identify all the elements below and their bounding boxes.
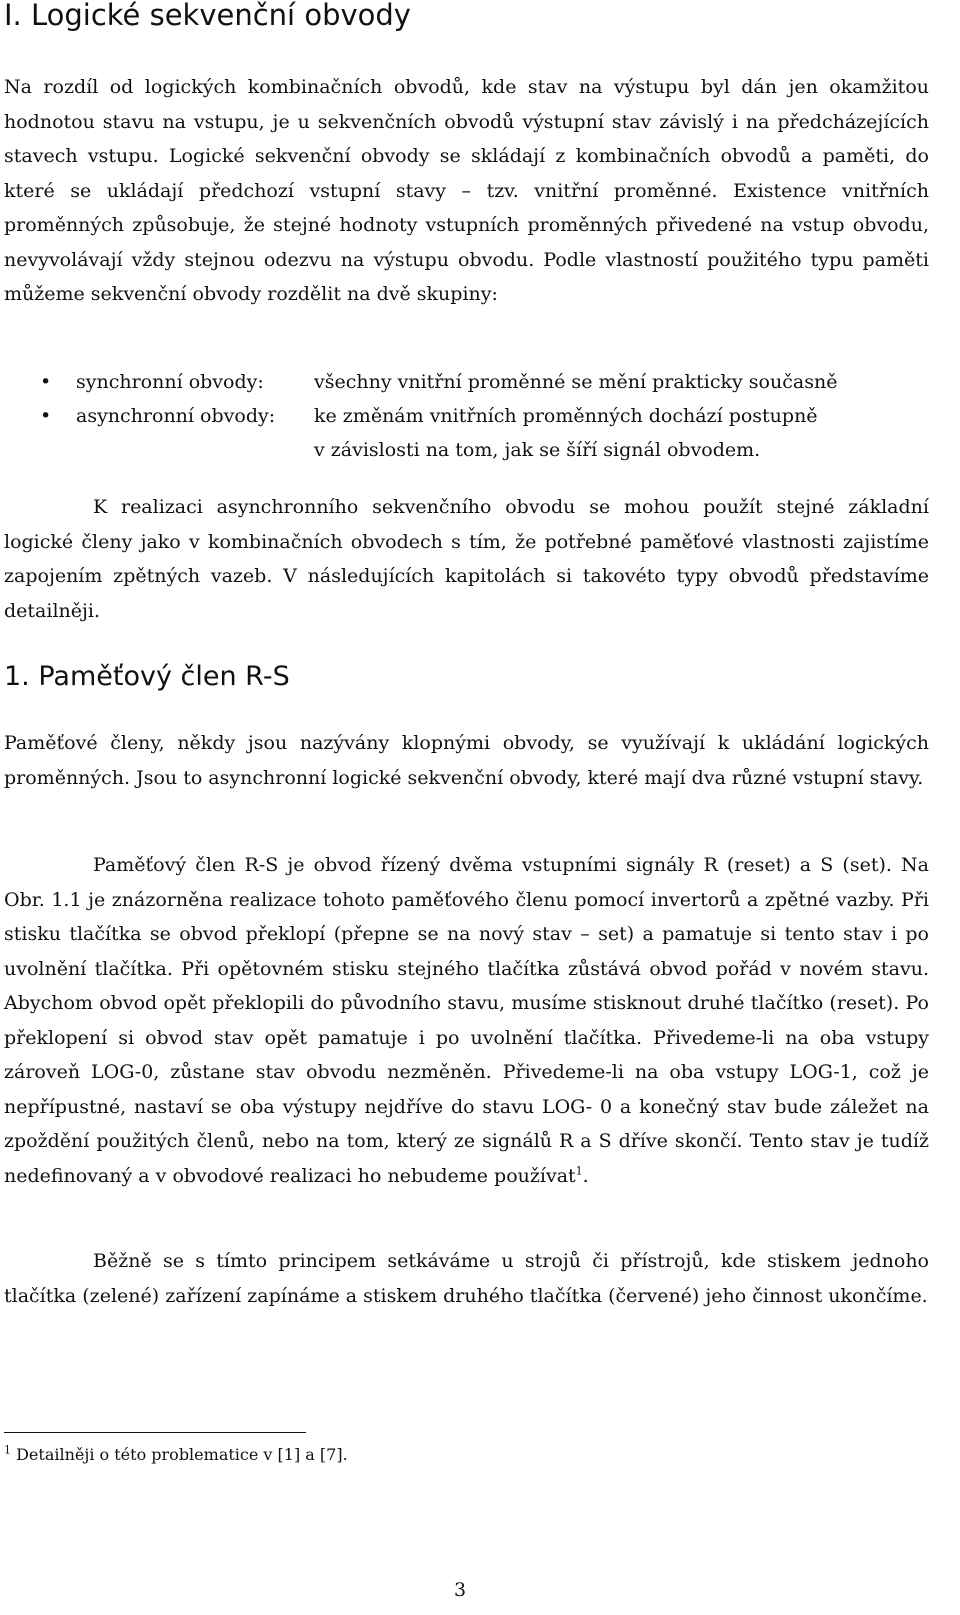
memory-paragraph: Paměťové členy, někdy jsou nazývány klopnými obvody, se využívají k ukládání logických proměnných. Jsou to asynchronní logické sekvenční obvody, které mají dva různé vstupní stavy. — [4, 732, 929, 789]
list-item — [0, 399, 940, 433]
rs-paragraph-end: . — [582, 1164, 589, 1187]
rs-paragraph — [4, 848, 929, 1193]
bullet-description: ke změnám vnitřních proměnných dochází postupně — [314, 405, 818, 427]
bullet-icon: • — [40, 405, 52, 427]
intro-paragraph: Na rozdíl od logických kombinačních obvodů, kde stav na výstupu byl dán jen okamžitou hodnotou stavu na vstupu, je u sekvenčních obvodů výstupní stav závislý i na předcházejících stavech vstupu. Logické sekvenční obvody se skládají z kombinačních obvodů a paměti, do které se ukládají předchozí vstupní stavy – tzv. vnitřní proměnné. Existence vnitřních proměnných způsobuje, že stejné hodnoty vstupních proměnných přivedené na vstup obvodu, nevyvolávají vždy stejnou odezvu na výstupu obvodu. Podle vlastností použitého typu paměti můžeme sekvenční obvody rozdělit na dvě skupiny: — [4, 76, 929, 305]
bullet-term: synchronní obvody: — [76, 371, 264, 393]
list-item — [0, 365, 940, 399]
list-item-continuation — [0, 433, 940, 467]
rs-paragraph-text: Paměťový člen R-S je obvod řízený dvěma vstupními signály R (reset) a S (set). Na Obr. 1.1 je znázorněna realizace tohoto paměťového členu pomocí invertorů a zpětné vazby. Při stisku tlačítka se obvod překlopí (přepne se na nový stav – set) a pamatuje si tento stav i po uvolnění tlačítka. Při opětovném stisku stejného tlačítka zůstává obvod pořád v novém stavu. Abychom obvod opět překlopili do původního stavu, musíme stisknout druhé tlačítko (reset). Po překlopení si obvod stav opět pamatuje i po uvolnění tlačítka. Přivedeme-li na oba vstupy zároveň LOG-0, zůstane stav obvodu nezměněn. Přivedeme-li na oba vstupy LOG-1, což je nepřípustné, nastaví se oba výstupy nejdříve do stavu LOG- 0 a konečný stav bude záležet na zpoždění použitých členů, nebo na tom, který ze signálů R a S dříve skončí. Tento stav je tudíž nedefinovaný a v obvodové realizaci ho nebudeme používat — [4, 854, 929, 1187]
main-heading: I. Logické sekvenční obvody — [4, 0, 411, 32]
page-number: 3 — [454, 1579, 467, 1601]
footnote — [4, 1443, 348, 1467]
footnote-mark: 1 — [4, 1443, 11, 1457]
usage-paragraph: Běžně se s tímto principem setkáváme u strojů či přístrojů, kde stiskem jednoho tlačítka (zelené) zařízení zapínáme a stiskem druhého tlačítka (červené) jeho činnost ukončíme. — [4, 1250, 929, 1307]
footnote-reference: 1 — [575, 1164, 583, 1178]
footnote-divider — [4, 1432, 306, 1433]
bullet-term: asynchronní obvody: — [76, 405, 276, 427]
bullet-description-continuation: v závislosti na tom, jak se šíří signál obvodem. — [314, 439, 761, 461]
section-heading: 1. Paměťový člen R-S — [4, 661, 290, 692]
bullet-description: všechny vnitřní proměnné se mění prakticky současně — [314, 371, 838, 393]
footnote-text: Detailněji o této problematice v [1] a [7]. — [11, 1445, 348, 1464]
async-paragraph: K realizaci asynchronního sekvenčního obvodu se mohou použít stejné základní logické členy jako v kombinačních obvodech s tím, že potřebné paměťové vlastnosti zajistíme zapojením zpětných vazeb. V následujících kapitolách si takovéto typy obvodů představíme detailněji. — [4, 496, 929, 622]
bullet-icon: • — [40, 371, 52, 393]
